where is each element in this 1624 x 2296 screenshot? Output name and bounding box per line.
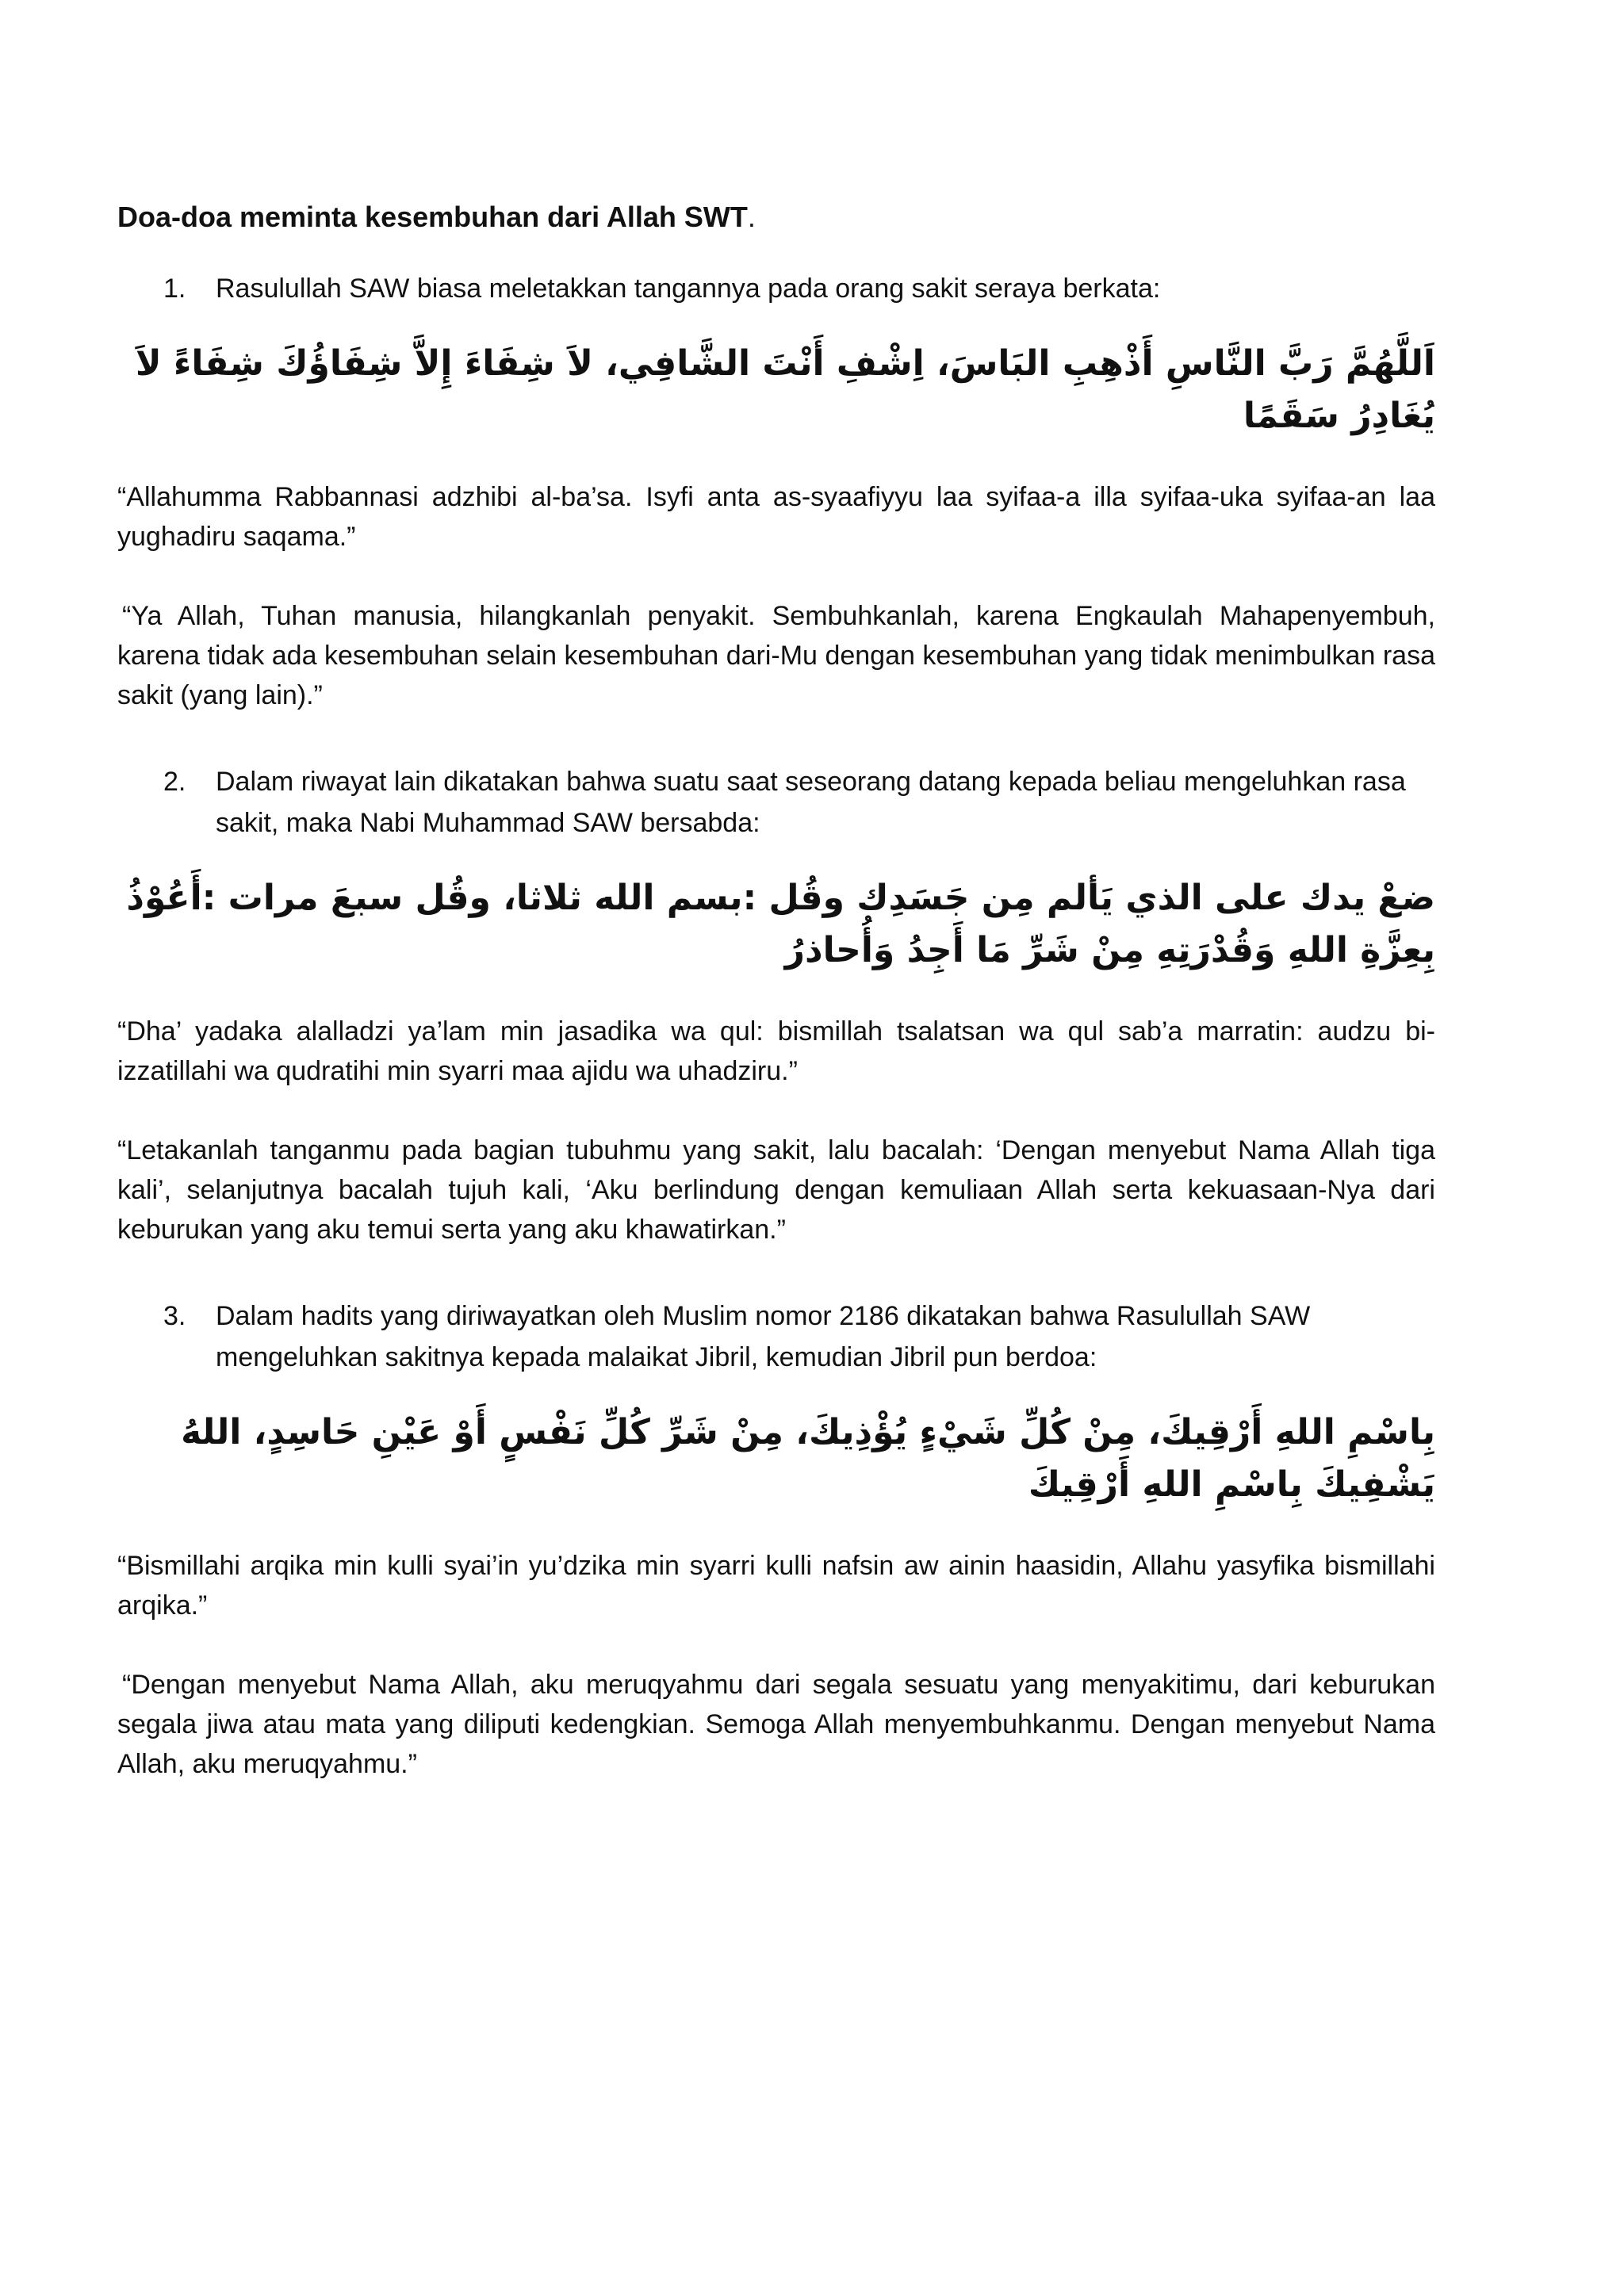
list-item: [117, 761, 1435, 844]
document-title: [117, 198, 1435, 236]
list-number: 2.: [163, 767, 186, 797]
list-item: [117, 1295, 1435, 1378]
prayer-section-2: [117, 761, 1435, 1249]
arabic-prayer-text: بِاسْمِ اللهِ أَرْقِيكَ، مِنْ كُلِّ شَيْءٍ يُؤْذِيكَ، مِنْ شَرِّ كُلِّ نَفْسٍ أَوْ عَيْنِ حَاسِدٍ، اللهُ يَشْفِيكَ بِاسْمِ اللهِ أَرْقِيكَ: [181, 1412, 1435, 1505]
list-number: 3.: [163, 1301, 186, 1331]
list-item-text: Dalam riwayat lain dikatakan bahwa suatu saat seseorang datang kepada beliau mengeluhkan rasa sakit, maka Nabi Muhammad SAW bersabda:: [216, 767, 1406, 838]
list-number: 1.: [163, 274, 186, 304]
list-item-text: Dalam hadits yang diriwayatkan oleh Muslim nomor 2186 dikatakan bahwa Rasulullah SAW mengeluhkan sakitnya kepada malaikat Jibril, kemudian Jibril pun berdoa:: [216, 1301, 1311, 1372]
document-body: [117, 198, 1435, 1823]
list-item-text: Rasulullah SAW biasa meletakkan tangannya pada orang sakit seraya berkata:: [216, 274, 1161, 304]
list-item: [117, 268, 1435, 309]
arabic-prayer-text: ضعْ يدك على الذي يَألم مِن جَسَدِك وقُل :بسم الله ثلاثا، وقُل سبعَ مرات :أَعُوْذُ بِعِزَّةِ اللهِ وَقُدْرَتِهِ مِنْ شَرِّ مَا أَجِدُ وَأُحاذرُ: [126, 878, 1435, 970]
arabic-prayer-text: اَللَّهُمَّ رَبَّ النَّاسِ أَذْهِبِ البَاسَ، اِشْفِ أَنْتَ الشَّافِي، لاَ شِفَاءَ إِلاَّ شِفَاؤُكَ شِفَاءً لاَ يُغَادِرُ سَقَمًا: [135, 343, 1435, 436]
transliteration-paragraph: “Dha’ yadaka alalladzi ya’lam min jasadika wa qul: bismillah tsalatsan wa qul sab’a marratin: audzu bi-izzatillahi wa qudratihi min syarri maa ajidu wa uhadziru.”: [117, 1016, 1435, 1086]
translation-paragraph: “Letakanlah tanganmu pada bagian tubuhmu yang sakit, lalu bacalah: ‘Dengan menyebut Nama Allah tiga kali’, selanjutnya bacalah tujuh kali, ‘Aku berlindung dengan kemuliaan Allah serta kekuasaan-Nya dari keburukan yang aku temui serta yang aku khawatirkan.”: [117, 1135, 1435, 1245]
translation-paragraph: “Dengan menyebut Nama Allah, aku meruqyahmu dari segala sesuatu yang menyakitimu, dari keburukan segala jiwa atau mata yang diliputi kedengkian. Semoga Allah menyembuhkanmu. Dengan menyebut Nama Allah, aku meruqyahmu.”: [117, 1670, 1435, 1779]
transliteration-paragraph: “Allahumma Rabbannasi adzhibi al-ba’sa. Isyfi anta as-syaafiyyu laa syifaa-a illa syifaa-uka syifaa-an laa yughadiru saqama.”: [117, 482, 1435, 552]
document-title-tail: .: [747, 201, 756, 233]
prayer-section-1: [117, 268, 1435, 715]
document-title-bold: Doa-doa meminta kesembuhan dari Allah SWT: [117, 201, 748, 233]
prayer-section-3: [117, 1295, 1435, 1784]
transliteration-paragraph: “Bismillahi arqika min kulli syai’in yu’dzika min syarri kulli nafsin aw ainin haasidin, Allahu yasyfika bismillahi arqika.”: [117, 1551, 1435, 1621]
translation-paragraph: “Ya Allah, Tuhan manusia, hilangkanlah penyakit. Sembuhkanlah, karena Engkaulah Mahapenyembuh, karena tidak ada kesembuhan selain kesembuhan dari-Mu dengan kesembuhan yang tidak menimbulkan rasa sakit (yang lain).”: [117, 601, 1435, 710]
